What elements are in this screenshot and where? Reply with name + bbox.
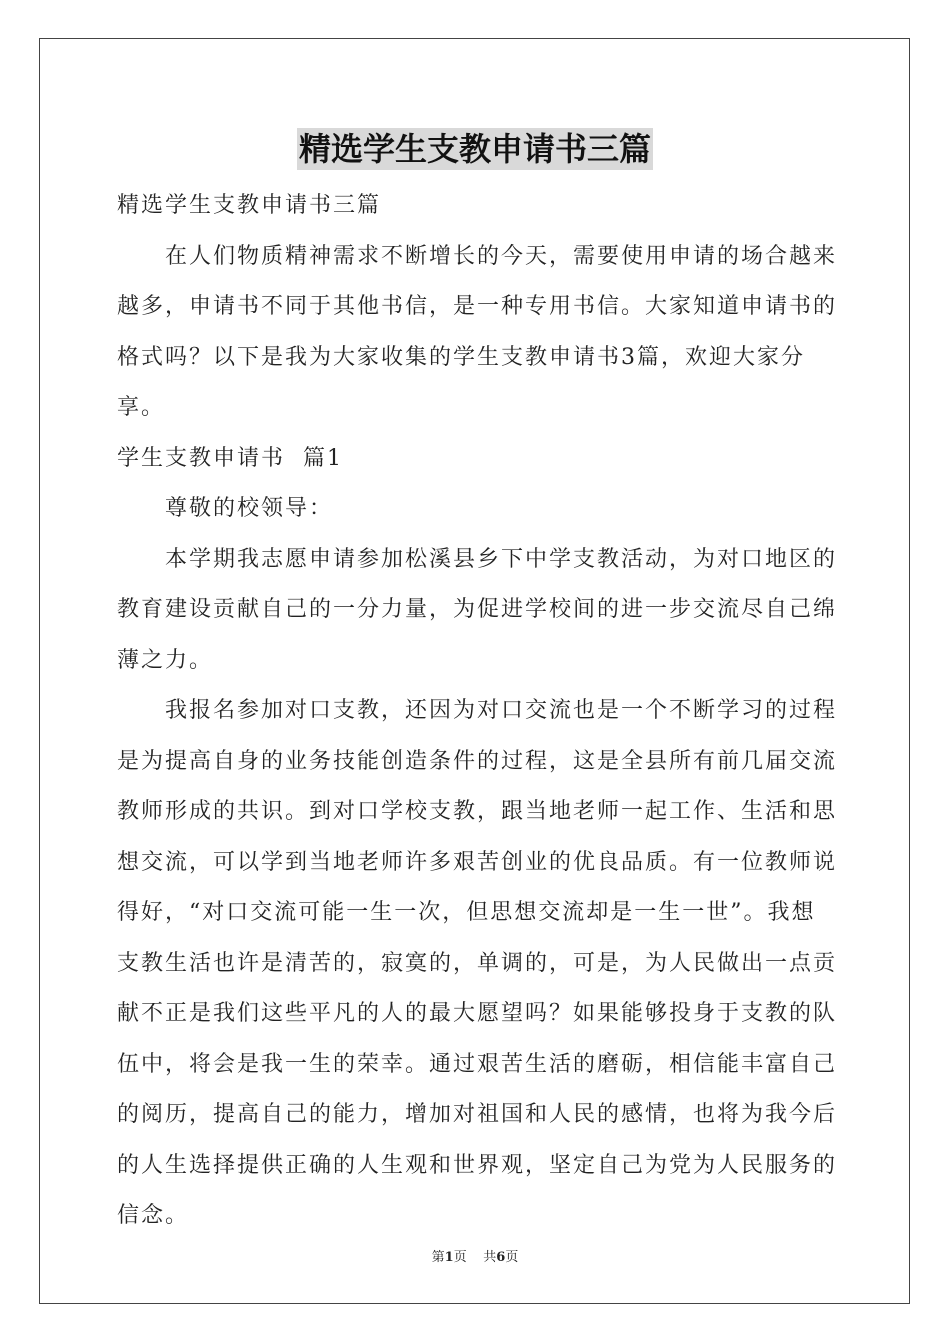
title-container — [0, 128, 950, 170]
total-prefix: 共 — [483, 1250, 497, 1265]
section-heading: 学生支教申请书 篇1 — [117, 445, 343, 471]
document-body — [117, 181, 837, 1242]
document-subtitle: 精选学生支教申请书三篇 — [117, 193, 382, 218]
intro-paragraph: 在人们物质精神需求不断增长的今天，需要使用申请的场合越来越多，申请书不同于其他书信，是一种专用书信。大家知道申请书的格式吗？以下是我为大家收集的学生支教申请书3篇，欢迎大家分享。 — [117, 243, 838, 420]
total-suffix: 页 — [505, 1250, 519, 1265]
body-paragraph: 我报名参加对口支教，还因为对口交流也是一个不断学习的过程是为提高自身的业务技能创造条件的过程，这是全县所有前几届交流教师形成的共识。到对口学校支教，跟当地老师一起工作、生活和思想交流，可以学到当地老师许多艰苦创业的优良品质。有一位教师说得好，“对口交流可能一生一次，但思想交流却是一生一世”。我想支教生活也许是清苦的，寂寞的，单调的，可是，为人民做出一点贡献不正是我们这些平凡的人的最大愿望吗？如果能够投身于支教的队伍中，将会是我一生的荣幸。通过艰苦生活的磨砺，相信能丰富自己的阅历，提高自己的能力，增加对祖国和人民的感情，也将为我今后的人生选择提供正确的人生观和世界观，坚定自己为党为人民服务的信念。 — [117, 698, 838, 1228]
document-title: 精选学生支教申请书三篇 — [298, 130, 651, 168]
page-number: 1 — [444, 1250, 454, 1265]
total-pages: 6 — [496, 1250, 506, 1265]
page-prefix: 第 — [431, 1250, 445, 1265]
salutation: 尊敬的校领导： — [165, 496, 334, 521]
page-footer — [0, 1246, 950, 1265]
body-paragraph: 本学期我志愿申请参加松溪县乡下中学支教活动，为对口地区的教育建设贡献自己的一分力量，为促进学校间的进一步交流尽自己绵薄之力。 — [117, 546, 838, 673]
page-suffix: 页 — [453, 1250, 467, 1265]
